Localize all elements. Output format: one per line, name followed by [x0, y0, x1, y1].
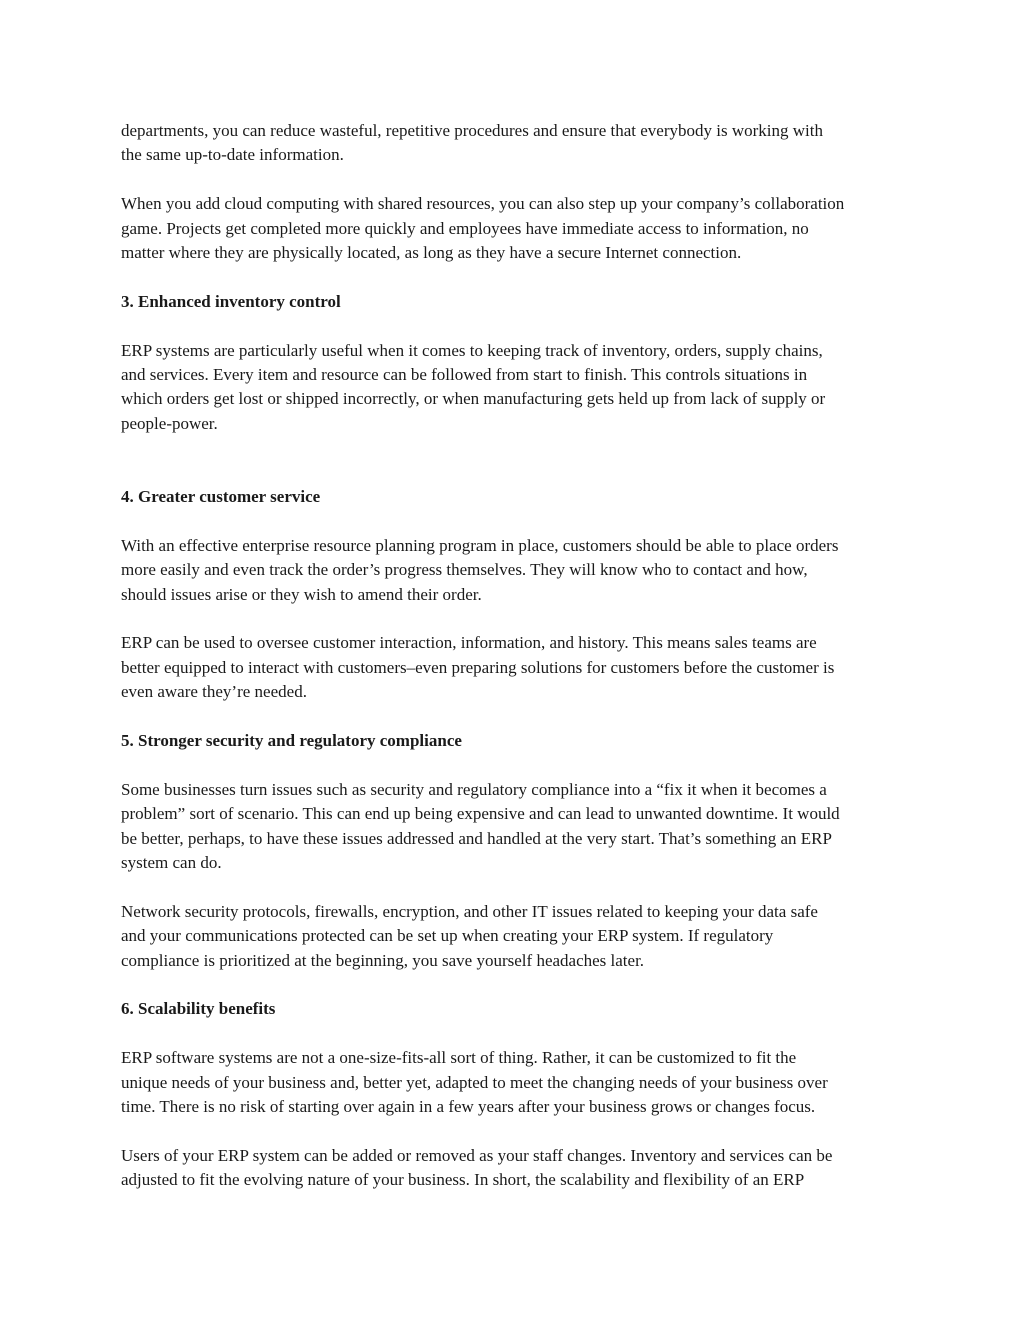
paragraph-line: more easily and even track the order’s progress themselves. They will know who to contact and how,: [121, 560, 808, 580]
paragraph-line: departments, you can reduce wasteful, repetitive procedures and ensure that everybody is working with: [121, 121, 823, 140]
paragraph-line: ERP systems are particularly useful when it comes to keeping track of inventory, orders, supply chains,: [121, 340, 823, 360]
body-paragraph: [121, 534, 911, 607]
paragraph-line: system can do.: [121, 853, 222, 873]
body-paragraph: [121, 1144, 911, 1193]
paragraph-line: Some businesses turn issues such as security and regulatory compliance into a “fix it when it becomes a: [121, 779, 827, 799]
section-heading: 6. Scalability benefits: [121, 999, 276, 1019]
paragraph-line: people-power.: [121, 413, 218, 433]
paragraph-line: compliance is prioritized at the beginning, you save yourself headaches later.: [121, 950, 645, 970]
paragraph-line: even aware they’re needed.: [121, 682, 307, 702]
body-paragraph: [121, 778, 911, 876]
paragraph-line: better equipped to interact with customers–even preparing solutions for customers before the customer is: [121, 657, 835, 677]
paragraph-line: When you add cloud computing with shared resources, you can also step up your company’s collaboration: [121, 194, 845, 214]
paragraph-line: time. There is no risk of starting over again in a few years after your business grows or changes focus.: [121, 1097, 816, 1117]
body-paragraph: [121, 119, 911, 168]
paragraph-line: problem” sort of scenario. This can end up being expensive and can lead to unwanted downtime. It would: [121, 804, 840, 824]
paragraph-line: should issues arise or they wish to amend their order.: [121, 584, 482, 604]
paragraph-line: Network security protocols, firewalls, encryption, and other IT issues related to keeping your data safe: [121, 901, 818, 921]
body-paragraph: [121, 631, 911, 704]
paragraph-line: and services. Every item and resource can be followed from start to finish. This controls situations in: [121, 365, 808, 385]
section-heading: 5. Stronger security and regulatory compliance: [121, 731, 462, 751]
paragraph-line: ERP can be used to oversee customer interaction, information, and history. This means sales teams are: [121, 633, 817, 653]
paragraph-line: Users of your ERP system can be added or removed as your staff changes. Inventory and services can be: [121, 1145, 833, 1165]
paragraph-line: be better, perhaps, to have these issues addressed and handled at the very start. That’s something an ERP: [121, 828, 832, 848]
paragraph-line: the same up-to-date information.: [121, 145, 344, 165]
paragraph-line: adjusted to fit the evolving nature of your business. In short, the scalability and flexibility of an ERP: [121, 1170, 805, 1190]
paragraph-line: With an effective enterprise resource planning program in place, customers should be able to place orders: [121, 535, 839, 555]
paragraph-line: ERP software systems are not a one-size-fits-all sort of thing. Rather, it can be customized to fit the: [121, 1048, 797, 1068]
section-heading: 3. Enhanced inventory control: [121, 291, 341, 311]
body-paragraph: [121, 192, 911, 265]
body-paragraph: [121, 339, 911, 437]
section-heading: 4. Greater customer service: [121, 487, 321, 507]
paragraph-line: which orders get lost or shipped incorrectly, or when manufacturing gets held up from lack of supply or: [121, 389, 826, 409]
paragraph-line: matter where they are physically located, as long as they have a secure Internet connection.: [121, 243, 742, 263]
paragraph-line: game. Projects get completed more quickly and employees have immediate access to information, no: [121, 218, 809, 238]
body-paragraph: [121, 900, 911, 973]
paragraph-line: unique needs of your business and, better yet, adapted to meet the changing needs of your business over: [121, 1072, 828, 1092]
paragraph-line: and your communications protected can be set up when creating your ERP system. If regulatory: [121, 926, 774, 946]
body-paragraph: [121, 1046, 911, 1119]
document-body: [121, 119, 911, 1217]
